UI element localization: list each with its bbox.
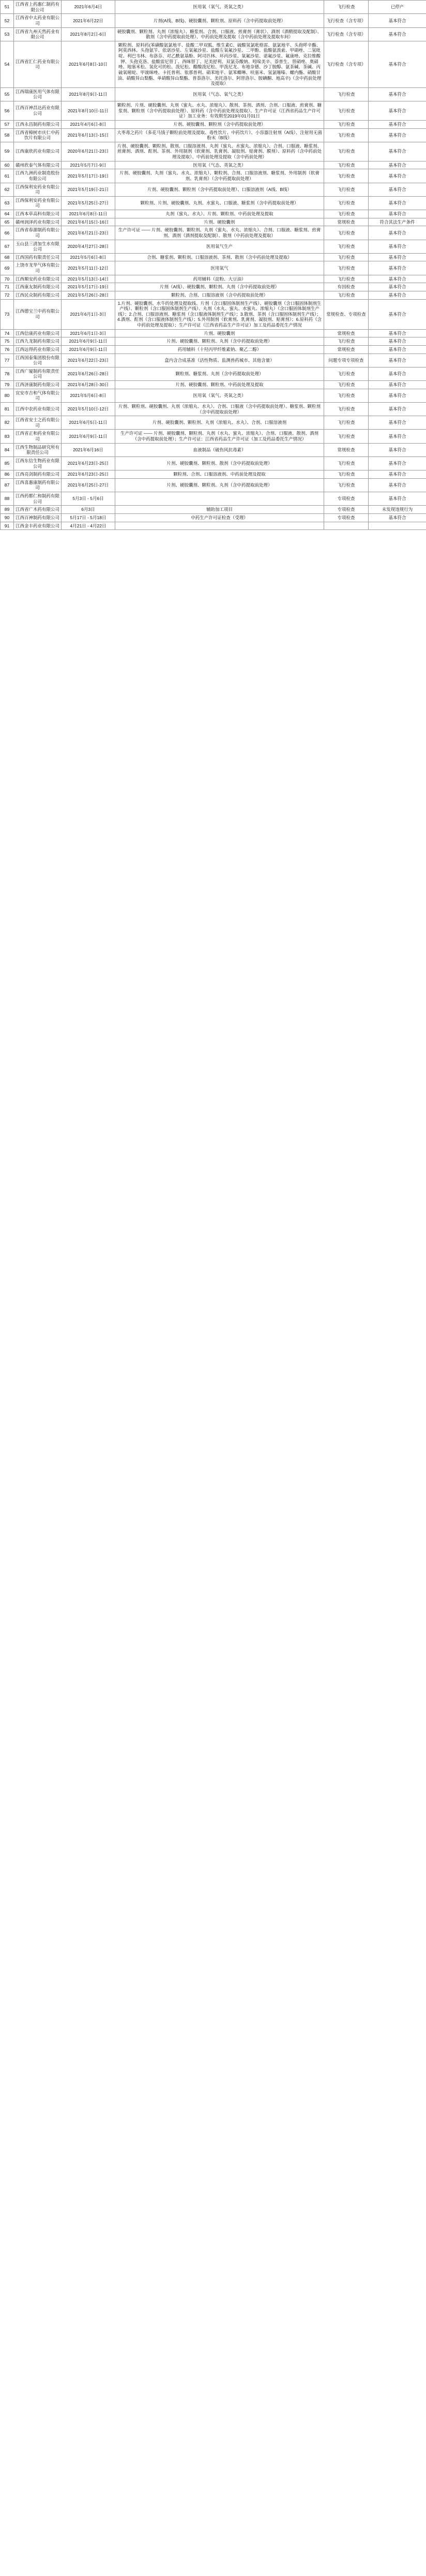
cell-inspection-result: 基本符合 [369,210,426,218]
cell-index: 87 [1,478,14,492]
cell-company-name: 江西九龙制药有限公司 [14,337,62,346]
cell-inspection-type: 飞行检查（含专项） [324,14,369,27]
cell-inspection-scope: 片剂、硬胶囊剂、颗粒剂（含中药提取前处理） [115,120,324,128]
cell-inspection-type: 飞行检查 [324,253,369,261]
cell-index: 76 [1,345,14,354]
cell-index: 71 [1,283,14,291]
cell-inspection-result: 已停产 [369,1,426,14]
cell-index: 85 [1,457,14,470]
cell-company-name: 江西瑞康医用气体有限公司 [14,87,62,101]
cell-inspection-date: 2021年5月26日-28日 [62,291,115,299]
cell-inspection-date: 2021年8月9日-11日 [62,87,115,101]
cell-inspection-date: 2021年6月9日-11日 [62,430,115,443]
cell-inspection-type: 飞行检查 [324,226,369,240]
cell-inspection-scope: 颗粒剂、片剂、硬胶囊剂、丸剂（蜜丸、水丸、浓缩丸）、散剂、茶剂、酒剂、合剂、口服液、煎膏剂、糖浆剂、颗粒剂（含中药提取前处理）、原料药（含中药前处理及提取）、生产许可证（江西省药品生产许可证）加工业务：有效期至2019年01月01日 [115,101,324,121]
cell-company-name: 江西广厦制药有限责任公司 [14,367,62,380]
cell-company-name: 江西省樟树市庆仁中药饮片有限公司 [14,128,62,142]
cell-inspection-date: 2021年6月1日-3日 [62,299,115,329]
cell-inspection-result: 基本符合 [369,345,426,354]
cell-inspection-scope [115,522,324,530]
cell-inspection-scope: 医用氧（气态、氧气之类） [115,87,324,101]
cell-company-name: 江西金丰药业有限公司 [14,522,62,530]
cell-inspection-result: 基本符合 [369,128,426,142]
cell-inspection-scope: 医用氧（氧气、英氧之类） [115,1,324,14]
cell-inspection-result: 基本符合 [369,240,426,253]
cell-inspection-type: 飞行检查 [324,416,369,430]
table-row [1,253,426,261]
cell-inspection-date: 2021年6月23日-25日 [62,457,115,470]
table-row [1,478,426,492]
cell-company-name: 赣州润泽药业有限公司 [14,218,62,226]
cell-index: 64 [1,210,14,218]
cell-inspection-type: 飞行检查 [324,169,369,183]
table-row [1,367,426,380]
cell-inspection-result: 基本符合 [369,478,426,492]
table-row [1,389,426,402]
cell-inspection-date: 2021年6月25日-27日 [62,478,115,492]
cell-inspection-result: 基本符合 [369,27,426,41]
cell-inspection-date: 2021年5月17日-19日 [62,283,115,291]
cell-inspection-type: 飞行检查 [324,128,369,142]
cell-inspection-result: 基本符合 [369,261,426,275]
cell-inspection-type: 飞行检查（含专项） [324,41,369,87]
cell-inspection-type: 飞行检查 [324,367,369,380]
cell-inspection-type: 飞行检查 [324,291,369,299]
cell-company-name: 江西国药有限责任公司 [14,253,62,261]
cell-inspection-type: 常规检查 [324,443,369,457]
cell-index: 61 [1,169,14,183]
cell-index: 79 [1,381,14,389]
cell-inspection-scope: 片剂、硬胶囊剂、丸剂（蜜丸、水丸、浓缩丸）、颗粒剂、合剂、口服溶液剂、糖浆剂、外用制剂（软膏剂、乳膏剂）（含中药提取前处理） [115,169,324,183]
cell-inspection-scope: 颗粒剂、片剂、硬胶囊剂、丸剂、水蜜丸、口服液、糖浆剂（含中药提取前处理） [115,196,324,210]
cell-inspection-result: 基本符合 [369,367,426,380]
cell-inspection-type: 常规检查 [324,218,369,226]
cell-inspection-type: 常规检查、专项检查 [324,299,369,329]
table-row [1,506,426,514]
cell-inspection-date: 2021年6月15日-16日 [62,218,115,226]
cell-inspection-scope: 片剂(A线、B线)、硬胶囊剂、颗粒剂、原料药（含中药提取前处理） [115,14,324,27]
cell-index: 82 [1,416,14,430]
cell-inspection-date: 2021年5月13日-14日 [62,275,115,283]
cell-inspection-type: 常规检查 [324,345,369,354]
cell-inspection-type: 飞行检查（含专项） [324,27,369,41]
cell-index: 78 [1,367,14,380]
cell-inspection-scope: 药用辅料（淀粉、大豆油） [115,275,324,283]
table-body [1,1,426,530]
cell-inspection-type: 飞行检查 [324,196,369,210]
cell-index: 86 [1,470,14,479]
cell-inspection-type: 专项检查 [324,513,369,522]
cell-inspection-type: 飞行检查 [324,1,369,14]
cell-index: 89 [1,506,14,514]
cell-inspection-result: 未发现违规行为 [369,506,426,514]
cell-inspection-result: 基本符合 [369,183,426,196]
cell-inspection-date: 2021年6月16日 [62,443,115,457]
cell-inspection-date: 2021年6月4日 [62,1,115,14]
cell-inspection-scope: 片剂、硬胶囊剂 [115,329,324,337]
table-row [1,457,426,470]
cell-inspection-result: 基本符合 [369,337,426,346]
cell-company-name: 江西药都仁和制药有限公司 [14,492,62,506]
cell-index: 62 [1,183,14,196]
table-row [1,120,426,128]
cell-inspection-scope: 颗粒剂、合剂、口服溶液剂、中药前处理及提取 [115,470,324,479]
cell-index: 66 [1,226,14,240]
cell-index: 73 [1,299,14,329]
cell-inspection-scope: 片剂、硬胶囊剂、颗粒剂、丸剂（含中药提取前处理） [115,337,324,346]
cell-inspection-scope: 血液制品（破伤风抗毒素） [115,443,324,457]
cell-company-name: 江西远得药业有限公司 [14,345,62,354]
cell-inspection-scope: 硬胶囊剂、颗粒剂、丸剂（浓缩丸）、糖浆剂、合剂、口服液、煎膏剂（膏状）、酒剂（酒精提取及配制）、散剂（含中药提取前处理）、中药前处理及提取（含中药前处理及提取车间） [115,27,324,41]
cell-company-name: 江西九洲药业制造股份有限公司 [14,169,62,183]
cell-company-name: 江西德宝兰中药有限公司 [14,299,62,329]
cell-inspection-date: 2021年6月22日 [62,14,115,27]
cell-inspection-date: 5月17日 - 5月18日 [62,513,115,522]
cell-inspection-result: 基本符合 [369,226,426,240]
cell-index: 65 [1,218,14,226]
table-row [1,291,426,299]
cell-inspection-result: 基本符合 [369,253,426,261]
cell-inspection-type: 飞行检查 [324,183,369,196]
cell-inspection-date: 2021年6月13日-15日 [62,128,115,142]
cell-inspection-type: 飞行检查 [324,402,369,416]
cell-company-name: 江西省安士之药有限公司 [14,416,62,430]
cell-inspection-result: 基本符合 [369,41,426,87]
cell-index: 60 [1,161,14,169]
table-row [1,87,426,101]
table-row [1,354,426,367]
cell-inspection-date: 2021年5月19日-21日 [62,183,115,196]
cell-index: 58 [1,128,14,142]
cell-inspection-type: 飞行检查 [324,101,369,121]
cell-inspection-scope: 片剂、硬胶囊剂、颗粒剂、中药前处理及提取 [115,381,324,389]
cell-index: 90 [1,513,14,522]
cell-inspection-scope: 丸剂（蜜丸、水丸）、片剂、颗粒剂、中药前处理及提取 [115,210,324,218]
cell-index: 59 [1,142,14,161]
cell-inspection-date: 4月21日 - 4月22日 [62,522,115,530]
cell-inspection-scope [115,492,324,506]
cell-inspection-type: 飞行检查 [324,457,369,470]
cell-inspection-result: 基本符合 [369,470,426,479]
table-row [1,283,426,291]
cell-company-name: 上饶市龙华气体有限公司 [14,261,62,275]
cell-inspection-scope: 生产许可证 —— 片剂、硬胶囊剂、颗粒剂、丸剂（水丸、蜜丸、浓缩丸）、合剂、口服液、散剂、酒剂（含中药提取前处理）；生产许可证：江西省药品生产许可证（加工及药品委托生产情况） [115,430,324,443]
cell-index: 70 [1,275,14,283]
cell-company-name: 江西省春源制药有限公司 [14,226,62,240]
table-row [1,261,426,275]
table-row [1,275,426,283]
cell-inspection-type: 有因检查 [324,283,369,291]
table-row [1,443,426,457]
cell-inspection-date: 2021年6月21日-23日 [62,226,115,240]
cell-inspection-result: 符合其法生产条件 [369,218,426,226]
cell-inspection-type: 飞行检查 [324,120,369,128]
cell-inspection-date: 2021年6月28日-30日 [62,381,115,389]
cell-inspection-type: 飞行检查 [324,142,369,161]
cell-company-name: 宜安市吉和气体有限公司 [14,389,62,402]
cell-index: 77 [1,354,14,367]
table-row [1,416,426,430]
cell-inspection-date: 2021年6月23日-25日 [62,470,115,479]
cell-inspection-result: 基本符合 [369,513,426,522]
cell-inspection-scope: 颗粒剂、合剂、口服溶液剂（含中药提取前处理） [115,291,324,299]
cell-inspection-type: 飞行检查 [324,478,369,492]
table-row [1,183,426,196]
cell-index: 88 [1,492,14,506]
cell-inspection-date: 2021年8月2日-6日 [62,27,115,41]
cell-inspection-result: 基本符合 [369,283,426,291]
cell-inspection-date: 2021年6月9日-11日 [62,337,115,346]
cell-company-name: 江西省正和药业有限公司 [14,430,62,443]
cell-index: 81 [1,402,14,416]
table-row [1,240,426,253]
cell-inspection-scope: 1.片剂、硬胶囊剂、水牛的处理及提取线、片剂（含口服固体制剂生产线）、硬胶囊剂（含口服固体制剂生产线）、颗粒剂（含口服固体制剂生产线）、丸剂（水丸、蜜丸、水蜜丸、浓缩丸）（含口服固体制剂生产线）；2.合剂、口服溶液剂、糖浆剂（含口服液体制剂生产线）；3.散剂、茶剂（含口服固体制剂生产线）；4.酒剂、酊剂（含口服液体制剂生产线）；5.外用制剂（软膏剂、乳膏剂、凝胶剂、贴膏剂）；6.原料药（含中药前处理及提取）；生产许可证（江西省药品生产许可证）加工及药品委托生产情况 [115,299,324,329]
cell-inspection-scope: 片剂、硬胶囊剂、颗粒剂（含中药提取前处理）、口服溶液剂（A线、B线） [115,183,324,196]
cell-inspection-scope: 医用氧（氧气、英氧之类） [115,389,324,402]
cell-inspection-result: 基本符合 [369,87,426,101]
cell-inspection-date: 2021年5月6日-8日 [62,389,115,402]
cell-inspection-result: 基本符合 [369,329,426,337]
cell-index: 74 [1,329,14,337]
cell-inspection-scope: 大枣毒之药片（多花马钱子颗粒前处理及提取、毒性饮片、中药饮片）、小容器注射剂（A线）、注射用无菌粉末（B线） [115,128,324,142]
cell-inspection-type: 问题专项专项检查 [324,354,369,367]
table-row [1,210,426,218]
table-row [1,101,426,121]
cell-inspection-result: 基本符合 [369,14,426,27]
table-row [1,27,426,41]
cell-inspection-date: 2021年6月9日-11日 [62,345,115,354]
cell-index: 55 [1,87,14,101]
cell-company-name: 江西生物制品研究所有限责任公司 [14,443,62,457]
cell-index: 75 [1,337,14,346]
cell-inspection-scope: 片剂、硬胶囊剂、颗粒剂、丸剂（含中药提取前处理） [115,478,324,492]
cell-inspection-type: 飞行检查 [324,470,369,479]
cell-company-name: 江西百神制药有限公司 [14,513,62,522]
cell-index: 63 [1,196,14,210]
cell-inspection-type: 专项检查 [324,492,369,506]
cell-inspection-date: 5月3日 - 5月6日 [62,492,115,506]
cell-inspection-date: 6月3日 [62,506,115,514]
cell-inspection-scope: 片剂、硬胶囊剂、颗粒剂、散剂、口服溶液剂、丸剂（蜜丸、水蜜丸、浓缩丸）、合剂、口服液、糖浆剂、煎膏剂、酒剂、酊剂、茶剂、外用制剂（软膏剂、乳膏剂、凝胶剂、贴膏剂、膜剂）、原料药（含中药前处理及提取）、中药前处理及提取（含中药前处理） [115,142,324,161]
table-row [1,14,426,27]
cell-inspection-result: 基本符合 [369,416,426,430]
cell-inspection-scope: 医用氧气 [115,261,324,275]
table-row [1,492,426,506]
cell-inspection-type: 专项检查 [324,506,369,514]
table-row [1,1,426,14]
cell-inspection-type: 飞行检查 [324,389,369,402]
cell-inspection-result: 基本符合 [369,402,426,416]
cell-company-name: 江西济康制药有限公司 [14,381,62,389]
cell-inspection-type: 飞行检查 [324,430,369,443]
cell-inspection-scope: 片剂、硬胶囊剂、颗粒剂、丸剂（浓缩丸、水丸）、合剂、口服溶液剂 [115,416,324,430]
cell-inspection-scope: 片剂、硬胶囊剂、颗粒剂、散剂（含中药提取前处理） [115,457,324,470]
cell-company-name: 江西亮剑制药有限公司 [14,470,62,479]
cell-company-name: 江西本草高科有限公司 [14,210,62,218]
table-row [1,196,426,210]
cell-index: 69 [1,261,14,275]
cell-company-name: 江西康友制药有限公司 [14,283,62,291]
cell-index: 84 [1,443,14,457]
cell-inspection-scope: 合剂、糖浆剂、颗粒剂、口服溶液剂、茶剂、散剂（含中药前处理及提取） [115,253,324,261]
cell-company-name: 玉山县三清加生水有限公司 [14,240,62,253]
cell-inspection-scope: 辅助加工项目 [115,506,324,514]
cell-index: 83 [1,430,14,443]
table-row [1,41,426,87]
table-row [1,128,426,142]
cell-index: 91 [1,522,14,530]
cell-inspection-date: 2020年4月27日-28日 [62,240,115,253]
cell-company-name: 江西康欣药业有限公司 [14,142,62,161]
cell-inspection-date: 2021年6月22日-23日 [62,354,115,367]
cell-inspection-date: 2021年6月8日-11日 [62,210,115,218]
cell-inspection-result: 基本符合 [369,101,426,121]
cell-inspection-date: 2021年6月5日-11日 [62,416,115,430]
cell-inspection-result: 基本符合 [369,457,426,470]
table-row [1,161,426,169]
cell-inspection-type: 飞行检查 [324,337,369,346]
cell-inspection-date: 2021年5月6日-8日 [62,253,115,261]
table-row [1,218,426,226]
cell-index: 53 [1,27,14,41]
cell-company-name: 江西省上药惠仁制药有限公司 [14,1,62,14]
cell-company-name: 江西中农药业有限公司 [14,402,62,416]
cell-inspection-type: 常规检查 [324,329,369,337]
cell-company-name: 江西省汇仁药业有限公司 [14,41,62,87]
cell-inspection-type: 飞行检查 [324,161,369,169]
cell-inspection-date: 2021年5月7日-9日 [62,161,115,169]
cell-inspection-date: 2021年5月25日-27日 [62,196,115,210]
cell-inspection-result: 基本符合 [369,389,426,402]
cell-company-name: 江西东信生物药业有限公司 [14,457,62,470]
cell-inspection-type: 飞行检查 [324,240,369,253]
cell-index: 51 [1,1,14,14]
table-row [1,142,426,161]
table-row [1,169,426,183]
cell-company-name: 江西省中太药业有限公司 [14,14,62,27]
cell-company-name: 江西喜惠康制药有限公司 [14,478,62,492]
cell-company-name: 江西省广木药有限公司 [14,506,62,514]
cell-inspection-scope: 生产许可证 —— 片剂、硬胶囊剂、颗粒剂、丸剂（蜜丸、水丸、浓缩丸）、合剂、口服液、糖浆剂、煎膏剂、酒剂（酒剂提取及配制）、散剂（中药前处理及提取） [115,226,324,240]
cell-inspection-result: 基本符合 [369,120,426,128]
cell-inspection-result: 基本符合 [369,299,426,329]
cell-inspection-date: 2021年6月1日-3日 [62,329,115,337]
cell-inspection-result: 基本符合 [369,492,426,506]
cell-inspection-result: 基本符合 [369,275,426,283]
cell-inspection-scope: 中药生产许可证检查（受理） [115,513,324,522]
cell-inspection-result: 基本符合 [369,196,426,210]
cell-inspection-type: 飞行检查 [324,261,369,275]
cell-index: 54 [1,41,14,87]
cell-inspection-scope: 片剂（A线）、硬胶囊剂、颗粒剂、丸剂（含中药提取前处理） [115,283,324,291]
cell-inspection-result [369,522,426,530]
cell-inspection-result: 基本符合 [369,161,426,169]
cell-inspection-type: 飞行检查 [324,275,369,283]
cell-inspection-result: 基本符合 [369,291,426,299]
cell-inspection-result: 基本符合 [369,142,426,161]
cell-inspection-scope: 医用氧气生产 [115,240,324,253]
cell-index: 56 [1,101,14,121]
cell-inspection-scope: 医用氧（气态、英氧之类） [115,161,324,169]
cell-company-name: 江西国泰集团股份有限公司 [14,354,62,367]
cell-inspection-scope: 盒内含合成基准（活性物质、监测兽药城市、其他含量） [115,354,324,367]
table-row [1,381,426,389]
cell-index: 67 [1,240,14,253]
cell-inspection-type: 飞行检查 [324,87,369,101]
table-row [1,402,426,416]
cell-company-name: 江西民众制药有限公司 [14,291,62,299]
table-row [1,299,426,329]
cell-inspection-scope: 片剂、硬胶囊剂 [115,218,324,226]
cell-inspection-date: 2021年5月10日-12日 [62,402,115,416]
cell-company-name: 江西永昌制药有限公司 [14,120,62,128]
cell-index: 68 [1,253,14,261]
cell-inspection-date: 2021年6月26日-28日 [62,367,115,380]
cell-index: 72 [1,291,14,299]
cell-inspection-date: 2020年6月21日-23日 [62,142,115,161]
table-row [1,329,426,337]
cell-inspection-scope: 颗粒剂、原料药(苯磺酸氨氯地平、盐酸二甲双胍、维生素C、硫酸氢氯吡格雷、氨氯地平、头孢呼辛酯、阿莫西林、头孢氨苄、依诺沙星、左氧氟沙星、盐酸左氧氟沙星、二甲酚、盐酸氨溴索、甲硝唑、二氢吡啶、利巴韦林、布洛芬、对乙酰氨基酚、阿司匹林、环丙沙星、氧氟沙星、诺氟沙星、氟康唑、克拉维酸钾、头孢克洛、盐酸雷尼替丁、西咪替丁、尼美舒利、双氯芬酸钠、吲哚美辛、萘普生、替硝唑、奥硝唑、地塞米松、氢化可的松、泼尼松、醋酸泼尼松、甲泼尼龙、布地奈德、沙丁胺醇、氨茶碱、茶碱、丙硫氧嘧啶、甲巯咪唑、卡托普利、依那普利、硝苯地平、氨苯蝶啉、呋塞米、氢氯噻嗪、螺内酯、硝酸甘油、硝酸异山梨酯、单硝酸异山梨酯、普萘洛尔、美托洛尔、阿替洛尔、胺碘酮、地高辛)（含中药前处理及提取） [115,41,324,87]
cell-company-name: 江西信康药业有限公司 [14,329,62,337]
cell-inspection-result: 基本符合 [369,443,426,457]
cell-inspection-date: 2021年4月6日-8日 [62,120,115,128]
cell-inspection-date: 2021年8月10日-11日 [62,101,115,121]
table-row [1,470,426,479]
cell-inspection-scope: 颗粒剂、糖浆剂、丸剂（含中药提取前处理） [115,367,324,380]
inspection-table-sheet [0,0,426,530]
cell-inspection-date: 2021年5月17日-19日 [62,169,115,183]
cell-company-name: 江西保利安药业有限公司 [14,196,62,210]
cell-inspection-type: 飞行检查 [324,210,369,218]
cell-inspection-result: 基本符合 [369,430,426,443]
cell-inspection-result: 基本符合 [369,381,426,389]
table-row [1,513,426,522]
cell-inspection-scope: 药用辅料（十羟丙甲纤维素钠、聚乙二醇） [115,345,324,354]
cell-inspection-date: 2021年6月8日-10日 [62,41,115,87]
cell-inspection-result: 基本符合 [369,169,426,183]
cell-inspection-result: 基本符合 [369,354,426,367]
table-row [1,337,426,346]
cell-inspection-type: 飞行检查 [324,381,369,389]
inspection-table [0,0,426,530]
cell-company-name: 赣州欣泰气体有限公司 [14,161,62,169]
cell-index: 57 [1,120,14,128]
table-row [1,345,426,354]
cell-index: 52 [1,14,14,27]
cell-inspection-scope: 片剂、颗粒剂、硬胶囊剂、丸剂（浓缩丸、水丸）、合剂、口服液（含中药提取前处理）、糖浆剂、颗粒剂（含中药提取前处理） [115,402,324,416]
table-row [1,522,426,530]
cell-inspection-type [324,522,369,530]
cell-inspection-date: 2021年5月11日-12日 [62,261,115,275]
cell-company-name: 江西省九州天然药业有限公司 [14,27,62,41]
cell-index: 80 [1,389,14,402]
table-row [1,226,426,240]
cell-company-name: 江西保利安药业有限公司 [14,183,62,196]
cell-company-name: 江西百神昌达药业有限公司 [14,101,62,121]
table-row [1,430,426,443]
cell-company-name: 江西顺安药业有限公司 [14,275,62,283]
